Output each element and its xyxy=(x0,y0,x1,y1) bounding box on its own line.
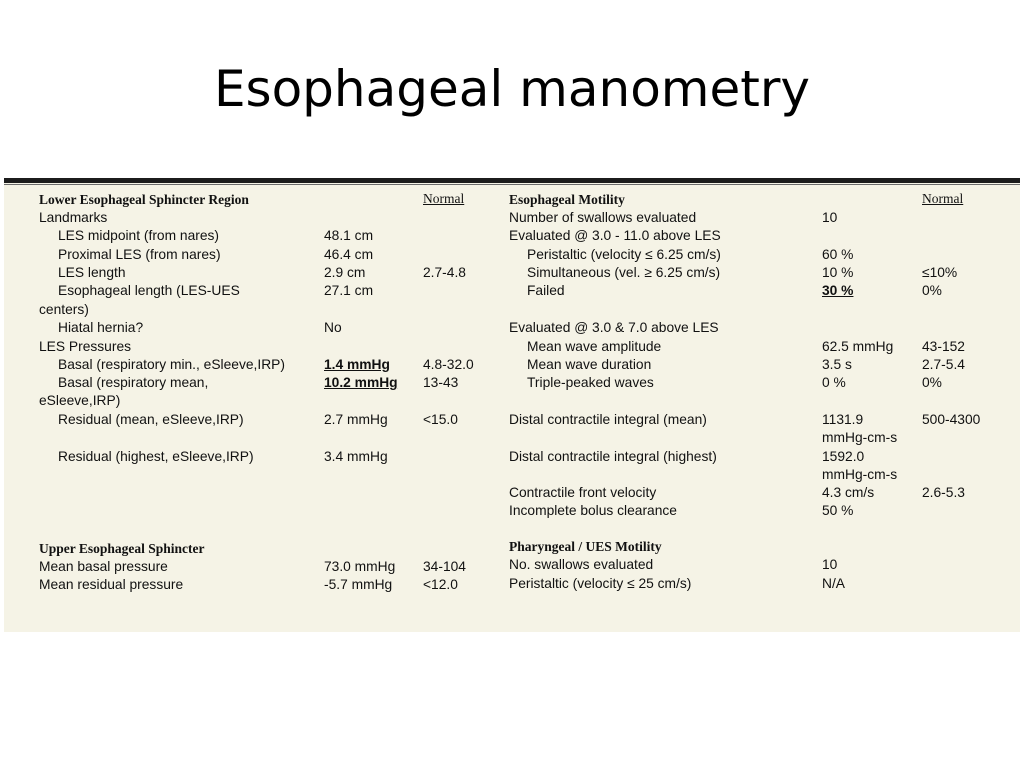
row-failed-value: 30 % xyxy=(822,283,854,298)
row-residual-highest-label: Residual (highest, eSleeve,IRP) xyxy=(58,449,254,464)
row-hiatal-hernia-label: Hiatal hernia? xyxy=(58,320,144,335)
row-basal-min-normal: 4.8-32.0 xyxy=(423,357,474,372)
row-dci-mean-label: Distal contractile integral (mean) xyxy=(509,412,707,427)
row-wave-amplitude-normal: 43-152 xyxy=(922,339,965,354)
row-basal-mean-normal: 13-43 xyxy=(423,375,459,390)
row-simultaneous-value: 10 % xyxy=(822,265,854,280)
row-residual-mean-normal: <15.0 xyxy=(423,412,458,427)
row-esophageal-length-cont: centers) xyxy=(39,302,89,317)
row-dci-highest-unit: mmHg-cm-s xyxy=(822,467,898,482)
row-wave-duration-label: Mean wave duration xyxy=(527,357,652,372)
row-dci-highest-label: Distal contractile integral (highest) xyxy=(509,449,717,464)
row-swallows-label: Number of swallows evaluated xyxy=(509,210,697,225)
row-mean-basal-normal: 34-104 xyxy=(423,559,466,574)
row-failed-label: Failed xyxy=(527,283,565,298)
row-dci-mean-normal: 500-4300 xyxy=(922,412,981,427)
row-les-midpoint-value: 48.1 cm xyxy=(324,228,374,243)
row-residual-mean-value: 2.7 mmHg xyxy=(324,412,388,427)
pharyngeal-heading: Pharyngeal / UES Motility xyxy=(509,539,662,554)
row-landmarks-label: Landmarks xyxy=(39,210,108,225)
row-bolus-label: Incomplete bolus clearance xyxy=(509,503,677,518)
row-cfv-value: 4.3 cm/s xyxy=(822,485,875,500)
row-triple-peaked-normal: 0% xyxy=(922,375,942,390)
row-dci-mean-value: 1131.9 xyxy=(822,412,864,427)
row-phar-peristaltic-value: N/A xyxy=(822,576,845,591)
row-bolus-value: 50 % xyxy=(822,503,854,518)
row-mean-residual-value: -5.7 mmHg xyxy=(324,577,393,592)
row-mean-basal-value: 73.0 mmHg xyxy=(324,559,396,574)
row-basal-mean-label: Basal (respiratory mean, xyxy=(58,375,209,390)
row-proximal-les-value: 46.4 cm xyxy=(324,247,374,262)
row-basal-mean-value: 10.2 mmHg xyxy=(324,375,398,390)
row-simultaneous-normal: ≤10% xyxy=(922,265,958,280)
row-triple-peaked-label: Triple-peaked waves xyxy=(527,375,654,390)
row-phar-peristaltic-label: Peristaltic (velocity ≤ 25 cm/s) xyxy=(509,576,692,591)
ues-heading: Upper Esophageal Sphincter xyxy=(39,541,205,556)
top-rule xyxy=(4,178,1020,183)
row-wave-amplitude-value: 62.5 mmHg xyxy=(822,339,894,354)
les-region-heading: Lower Esophageal Sphincter Region xyxy=(39,192,249,207)
row-mean-basal-label: Mean basal pressure xyxy=(39,559,168,574)
row-phar-swallows-value: 10 xyxy=(822,557,838,572)
row-les-midpoint-label: LES midpoint (from nares) xyxy=(58,228,220,243)
top-rule-thin xyxy=(4,184,1020,185)
row-peristaltic-label: Peristaltic (velocity ≤ 6.25 cm/s) xyxy=(527,247,721,262)
row-esophageal-length-value: 27.1 cm xyxy=(324,283,374,298)
row-evaluated-3-11-label: Evaluated @ 3.0 - 11.0 above LES xyxy=(509,228,721,243)
row-wave-amplitude-label: Mean wave amplitude xyxy=(527,339,662,354)
row-basal-min-label: Basal (respiratory min., eSleeve,IRP) xyxy=(58,357,285,372)
row-peristaltic-value: 60 % xyxy=(822,247,854,262)
row-basal-min-value: 1.4 mmHg xyxy=(324,357,390,372)
row-les-length-normal: 2.7-4.8 xyxy=(423,265,466,280)
row-hiatal-hernia-value: No xyxy=(324,320,342,335)
row-dci-mean-unit: mmHg-cm-s xyxy=(822,430,898,445)
row-phar-swallows-label: No. swallows evaluated xyxy=(509,557,654,572)
row-mean-residual-normal: <12.0 xyxy=(423,577,458,592)
row-basal-mean-cont: eSleeve,IRP) xyxy=(39,393,121,408)
row-les-pressures-label: LES Pressures xyxy=(39,339,132,354)
row-wave-duration-normal: 2.7-5.4 xyxy=(922,357,965,372)
row-evaluated-3-7-label: Evaluated @ 3.0 & 7.0 above LES xyxy=(509,320,719,335)
row-les-length-label: LES length xyxy=(58,265,126,280)
motility-heading: Esophageal Motility xyxy=(509,192,625,207)
row-swallows-value: 10 xyxy=(822,210,838,225)
row-wave-duration-value: 3.5 s xyxy=(822,357,852,372)
row-mean-residual-label: Mean residual pressure xyxy=(39,577,184,592)
row-triple-peaked-value: 0 % xyxy=(822,375,846,390)
row-simultaneous-label: Simultaneous (vel. ≥ 6.25 cm/s) xyxy=(527,265,721,280)
manometry-report-image xyxy=(4,178,1020,632)
slide-title: Esophageal manometry xyxy=(213,60,811,118)
row-esophageal-length-label: Esophageal length (LES-UES xyxy=(58,283,240,298)
row-residual-mean-label: Residual (mean, eSleeve,IRP) xyxy=(58,412,244,427)
row-les-length-value: 2.9 cm xyxy=(324,265,366,280)
row-residual-highest-value: 3.4 mmHg xyxy=(324,449,388,464)
row-proximal-les-label: Proximal LES (from nares) xyxy=(58,247,221,262)
row-cfv-label: Contractile front velocity xyxy=(509,485,657,500)
row-dci-highest-value: 1592.0 xyxy=(822,449,865,464)
row-cfv-normal: 2.6-5.3 xyxy=(922,485,965,500)
left-normal-header: Normal xyxy=(423,191,465,206)
right-normal-header: Normal xyxy=(922,191,964,206)
row-failed-normal: 0% xyxy=(922,283,942,298)
